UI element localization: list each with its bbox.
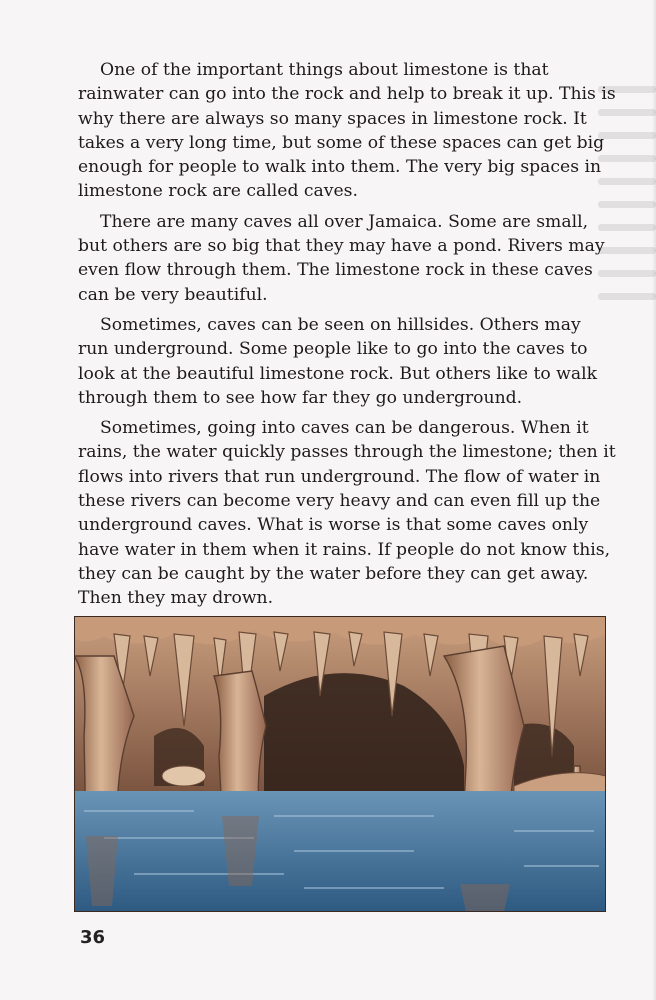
body-text xyxy=(78,58,616,617)
page-number: 36 xyxy=(80,927,106,948)
paragraph-1: One of the important things about limestone is that rainwater can go into the rock and help to break it up. This is why there are always so many spaces in limestone rock. It takes a very long time, but some of these spaces can get big enough for people to walk into them. The very big spaces in limestone rock are called caves. xyxy=(78,60,616,202)
paragraph-2: There are many caves all over Jamaica. Some are small, but others are so big that they may have a pond. Rivers may even flow through them. The limestone rock in these caves can be very beautiful. xyxy=(78,211,605,305)
paragraph-4: Sometimes, going into caves can be dangerous. When it rains, the water quickly passes through the limestone; then it flows into rivers that run underground. The flow of water in these rivers can become very heavy and can even fill up the underground caves. What is worse is that some caves only have water in them when it rains. If people do not know this, they can be caught by the water before they can get away. Then they may drown. xyxy=(78,418,616,609)
paragraph-3: Sometimes, caves can be seen on hillsides. Others may run underground. Some people like to go into the caves to look at the beautiful limestone rock. But others like to walk through them to see how far they go underground. xyxy=(78,314,598,408)
cave-illustration xyxy=(74,616,606,912)
